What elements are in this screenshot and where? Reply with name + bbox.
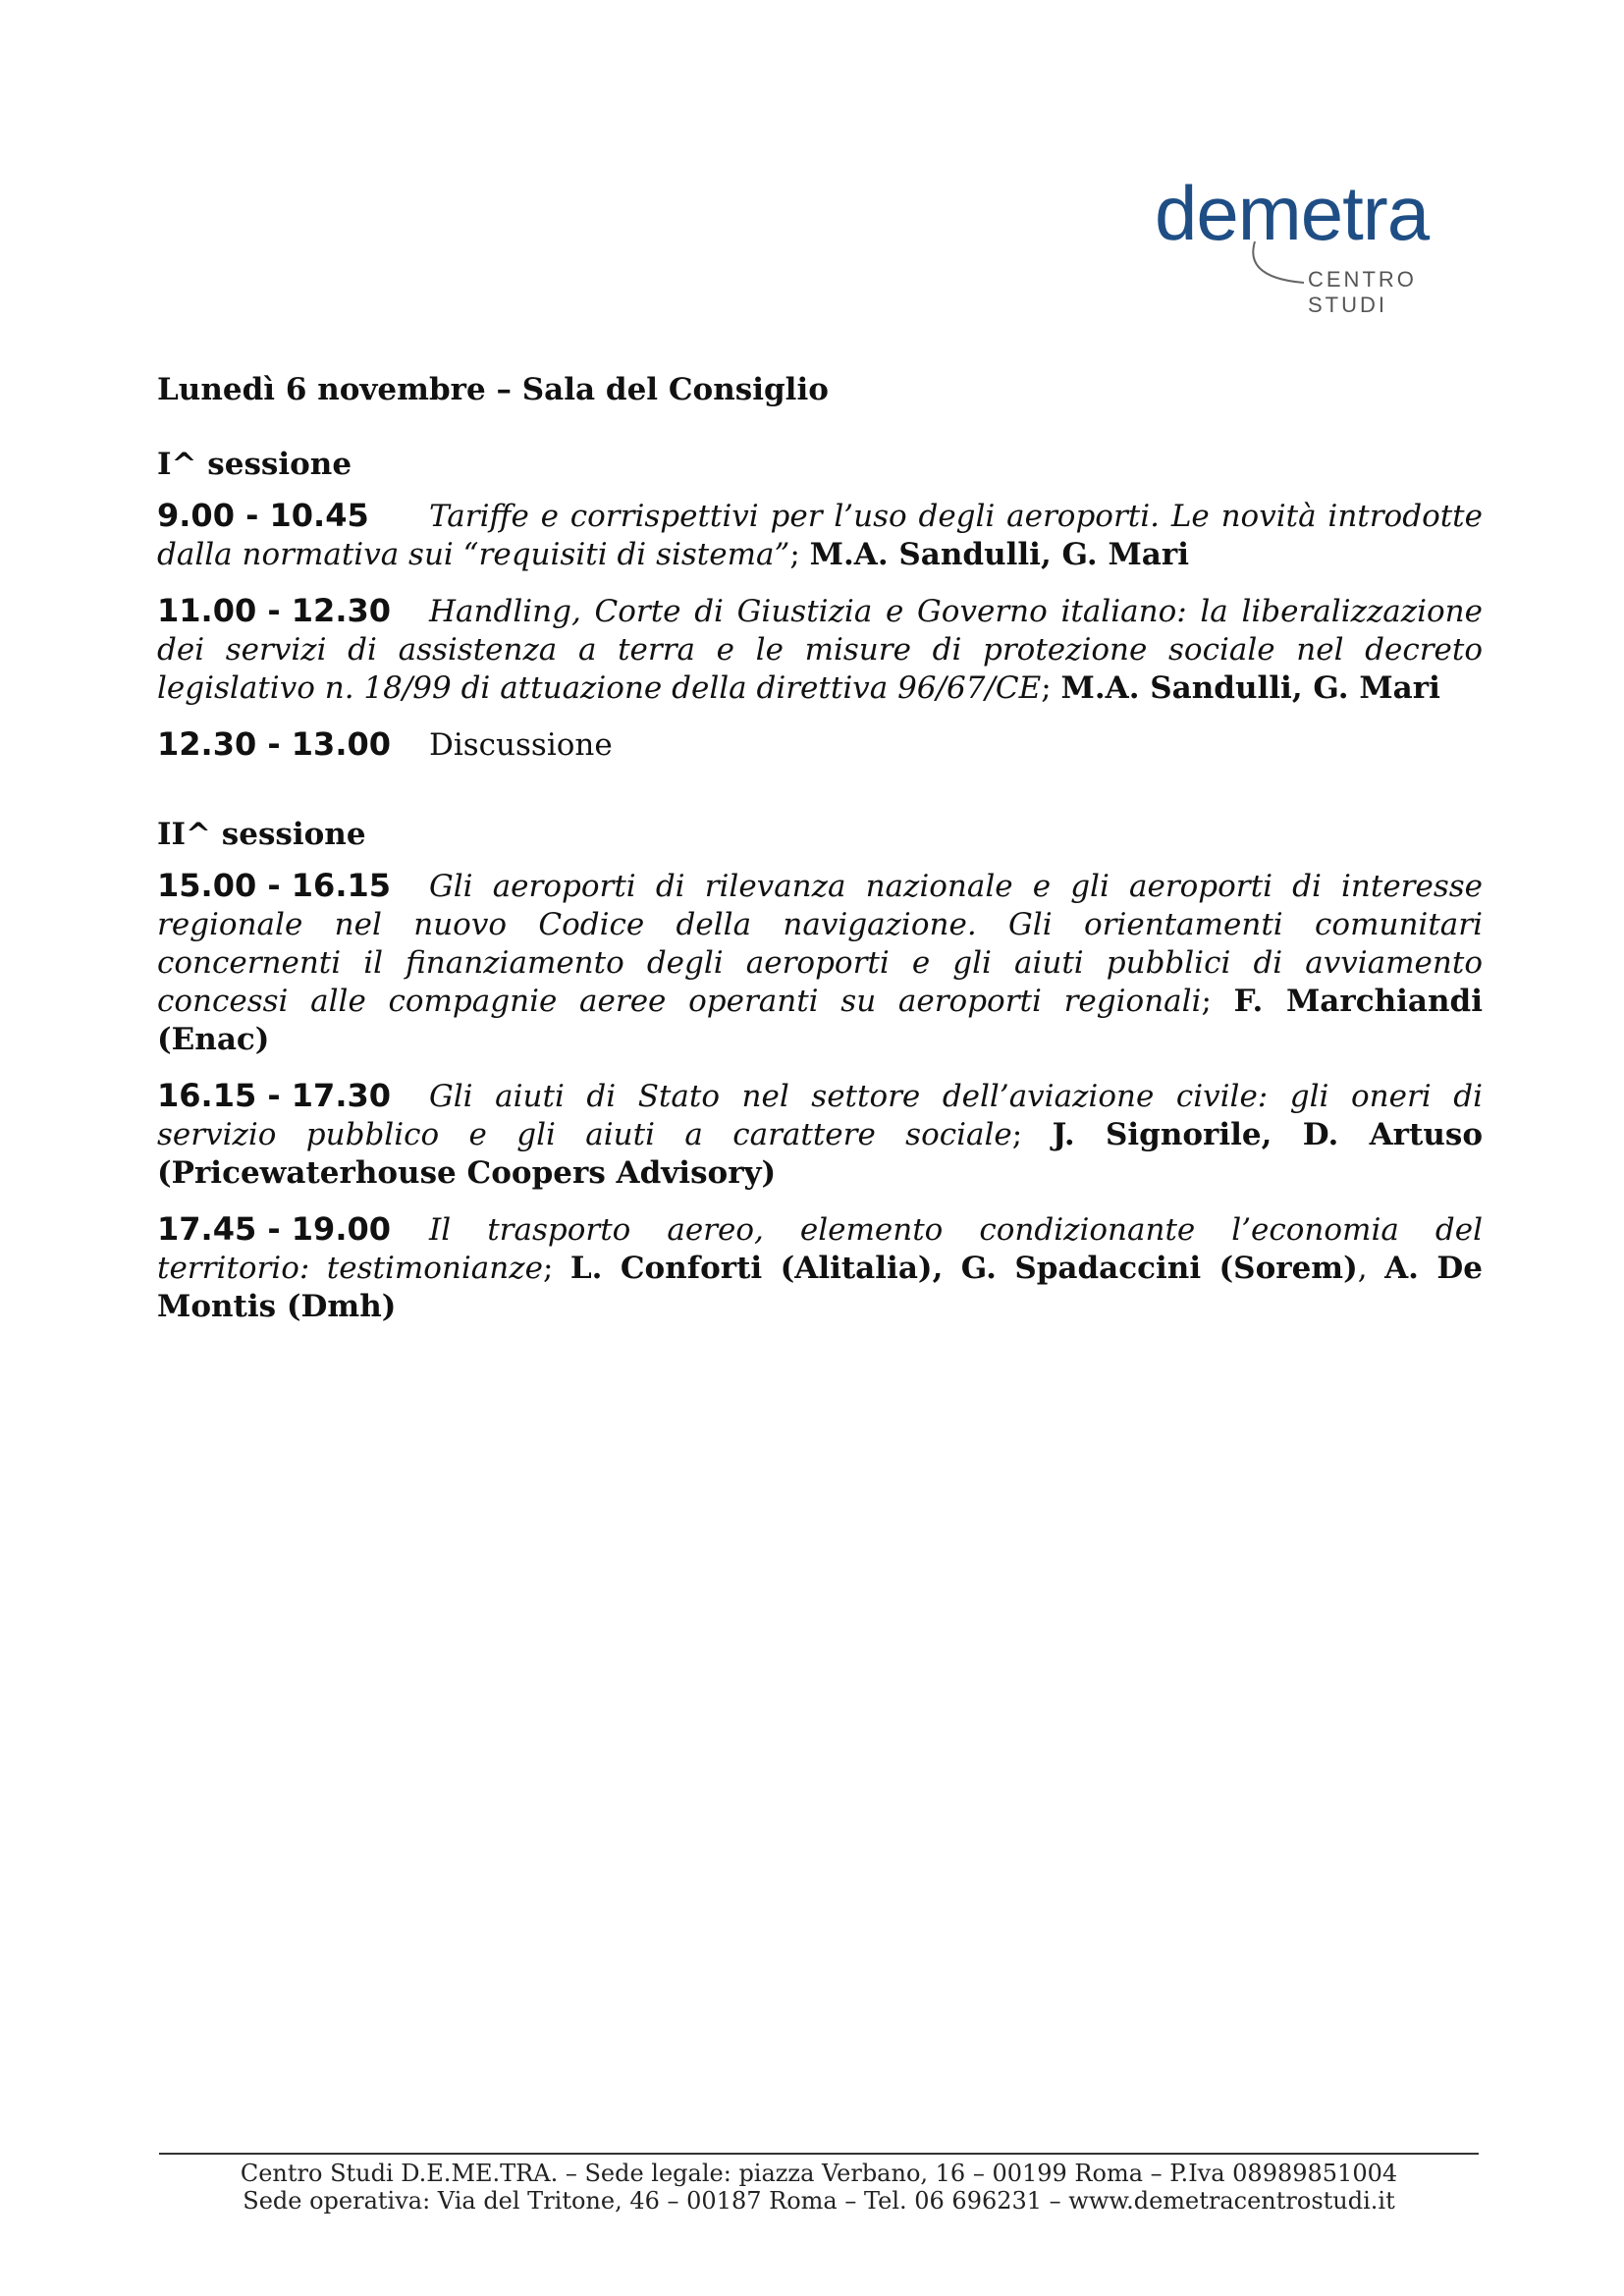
day-heading: Lunedì 6 novembre – Sala del Consiglio <box>157 372 829 407</box>
program-item <box>157 867 1483 1059</box>
item-separator: , <box>1357 1251 1385 1286</box>
item-time: 17.45 - 19.00 <box>157 1210 391 1248</box>
item-topic: Gli aiuti di Stato nel settore dell’aviazione civile: gli oneri di servizio pubblico e gli aiuti a carattere sociale <box>157 1079 1483 1152</box>
item-topic: Tariffe e corrispettivi per l’uso degli aeroporti. Le novità introdotte dalla normativa sui “requisiti di sistema” <box>157 499 1483 572</box>
item-separator: ; <box>1011 1117 1053 1152</box>
item-speakers: F. Marchiandi (Enac) <box>157 984 1483 1057</box>
item-speakers: M.A. Sandulli, G. Mari <box>809 537 1190 572</box>
footer-line-legal: Centro Studi D.E.ME.TRA. – Sede legale: piazza Verbano, 16 – 00199 Roma – P.Iva 08989851004 <box>240 2160 1398 2187</box>
item-time: 9.00 - 10.45 <box>157 497 369 534</box>
footer-line-operational: Sede operativa: Via del Tritone, 46 – 00187 Roma – Tel. 06 696231 – www.demetracentrostudi.it <box>243 2187 1395 2215</box>
item-time: 11.00 - 12.30 <box>157 592 391 629</box>
logo-subtitle: CENTRO STUDI <box>1308 267 1417 317</box>
item-separator: ; <box>1041 670 1061 706</box>
item-topic: Handling, Corte di Giustizia e Governo italiano: la liberalizzazione dei servizi di assistenza a terra e le misure di protezione sociale nel decreto legislativo n. 18/99 di attuazione della direttiva 96/67/CE <box>157 594 1483 706</box>
session-title: II^ sessione <box>157 817 366 852</box>
item-plain-text: Discussione <box>429 727 613 763</box>
item-separator: ; <box>542 1251 570 1286</box>
program-item <box>157 725 1483 765</box>
item-speakers: J. Signorile, D. Artuso (Pricewaterhouse Coopers Advisory) <box>157 1117 1483 1191</box>
item-time: 15.00 - 16.15 <box>157 867 391 904</box>
program-item <box>157 497 1483 574</box>
footer <box>159 2160 1479 2215</box>
item-speakers: A. De Montis (Dmh) <box>157 1251 1483 1324</box>
program-item <box>157 592 1483 708</box>
demetra-logo <box>1149 169 1473 317</box>
item-speakers: L. Conforti (Alitalia), G. Spadaccini (Sorem) <box>569 1251 1358 1286</box>
item-topic: Il trasporto aereo, elemento condizionante l’economia del territorio: testimonianze <box>157 1212 1483 1286</box>
item-separator: ; <box>1201 984 1234 1019</box>
item-speakers: M.A. Sandulli, G. Mari <box>1060 670 1440 706</box>
item-time: 12.30 - 13.00 <box>157 725 391 763</box>
footer-divider <box>159 2153 1479 2155</box>
item-time: 16.15 - 17.30 <box>157 1077 391 1114</box>
item-topic: Gli aeroporti di rilevanza nazionale e gli aeroporti di interesse regionale nel nuovo Codice della navigazione. Gli orientamenti comunitari concernenti il finanziamento degli aeroporti e gli aiuti pubblici di avviamento concessi alle compagnie aeree operanti su aeroporti regionali <box>157 869 1483 1019</box>
program-content <box>157 367 1483 1344</box>
logo-swoosh-icon <box>1247 240 1306 289</box>
program-item <box>157 1210 1483 1326</box>
logo-wordmark: demetra <box>1155 170 1430 256</box>
session-title: I^ sessione <box>157 447 352 482</box>
program-item <box>157 1077 1483 1193</box>
item-separator: ; <box>789 537 810 572</box>
